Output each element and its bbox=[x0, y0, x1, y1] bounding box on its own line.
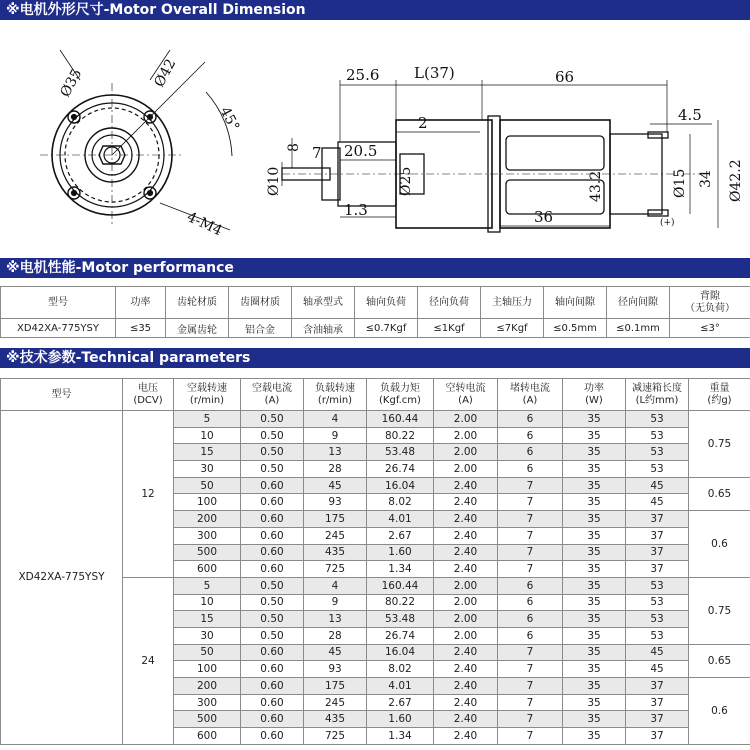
technical-data-cell: 53.48 bbox=[367, 444, 434, 461]
dim-d35-label: Ø35 bbox=[57, 66, 86, 100]
technical-data-cell: 6 bbox=[498, 427, 563, 444]
technical-header-cell: 空转电流 (A) bbox=[434, 379, 498, 411]
technical-header-cell: 负载转速 (r/min) bbox=[304, 379, 367, 411]
technical-data-cell: 175 bbox=[304, 511, 367, 528]
technical-data-cell: 35 bbox=[563, 711, 626, 728]
technical-data-cell: 4.01 bbox=[367, 678, 434, 695]
technical-data-cell: 2.40 bbox=[434, 494, 498, 511]
dim-l37-label: L(37) bbox=[414, 64, 455, 82]
technical-data-cell: 200 bbox=[174, 678, 241, 695]
technical-data-cell: 45 bbox=[626, 477, 689, 494]
technical-data-cell: 26.74 bbox=[367, 461, 434, 478]
technical-header-cell: 型号 bbox=[1, 379, 123, 411]
technical-data-cell: 0.60 bbox=[241, 561, 304, 578]
technical-data-cell: 30 bbox=[174, 461, 241, 478]
technical-data-cell: 37 bbox=[626, 511, 689, 528]
technical-data-cell: 53 bbox=[626, 611, 689, 628]
technical-data-cell: 725 bbox=[304, 728, 367, 745]
technical-data-cell: 2.40 bbox=[434, 544, 498, 561]
performance-data-cell: ≤35 bbox=[116, 319, 166, 338]
technical-data-cell: 2.40 bbox=[434, 694, 498, 711]
technical-data-cell: 600 bbox=[174, 561, 241, 578]
technical-data-cell: 0.60 bbox=[241, 511, 304, 528]
technical-data-cell: 0.50 bbox=[241, 577, 304, 594]
technical-header-cell: 重量 (约g) bbox=[689, 379, 750, 411]
technical-data-cell: 10 bbox=[174, 427, 241, 444]
technical-data-cell: 7 bbox=[498, 661, 563, 678]
technical-data-cell: 7 bbox=[498, 711, 563, 728]
technical-data-cell: 7 bbox=[498, 644, 563, 661]
technical-data-cell: 30 bbox=[174, 627, 241, 644]
weight-cell: 0.65 bbox=[689, 477, 750, 510]
technical-data-cell: 53 bbox=[626, 594, 689, 611]
technical-data-cell: 4 bbox=[304, 577, 367, 594]
technical-data-cell: 1.60 bbox=[367, 544, 434, 561]
technical-data-cell: 37 bbox=[626, 527, 689, 544]
weight-cell: 0.6 bbox=[689, 678, 750, 745]
technical-data-cell: 35 bbox=[563, 627, 626, 644]
technical-data-cell: 1.34 bbox=[367, 561, 434, 578]
technical-data-cell: 5 bbox=[174, 411, 241, 428]
performance-header-cell: 轴向间隙 bbox=[544, 287, 607, 319]
dim-d42-2-label: Ø42.2 bbox=[728, 159, 744, 202]
dim-66-label: 66 bbox=[555, 68, 575, 86]
performance-header-cell: 径向间隙 bbox=[607, 287, 670, 319]
technical-data-cell: 0.50 bbox=[241, 611, 304, 628]
performance-data-row bbox=[1, 319, 750, 338]
technical-data-cell: 2.00 bbox=[434, 411, 498, 428]
technical-data-cell: 37 bbox=[626, 728, 689, 745]
technical-data-cell: 35 bbox=[563, 544, 626, 561]
technical-data-cell: 2.00 bbox=[434, 444, 498, 461]
technical-header-cell: 负载力矩 (Kgf.cm) bbox=[367, 379, 434, 411]
dim-d42-label: Ø42 bbox=[151, 56, 180, 90]
technical-data-cell: 6 bbox=[498, 627, 563, 644]
performance-header-cell: 背隙 （无负荷） bbox=[670, 287, 750, 319]
technical-data-cell: 2.00 bbox=[434, 611, 498, 628]
technical-data-cell: 26.74 bbox=[367, 627, 434, 644]
dim-d10-label: Ø10 bbox=[266, 166, 282, 196]
technical-data-cell: 28 bbox=[304, 627, 367, 644]
technical-data-cell: 53 bbox=[626, 461, 689, 478]
technical-data-cell: 2.40 bbox=[434, 711, 498, 728]
technical-data-cell: 0.60 bbox=[241, 477, 304, 494]
technical-data-cell: 7 bbox=[498, 494, 563, 511]
performance-header-row bbox=[1, 287, 750, 319]
dim-8-label: 8 bbox=[286, 143, 302, 152]
performance-data-cell: ≤0.5mm bbox=[544, 319, 607, 338]
technical-data-cell: 53 bbox=[626, 411, 689, 428]
technical-data-cell: 53 bbox=[626, 444, 689, 461]
technical-data-cell: 245 bbox=[304, 527, 367, 544]
dim-m4-label: 4-M4 bbox=[184, 209, 225, 240]
dim-34-label: 34 bbox=[698, 170, 714, 188]
technical-section-title: ※技术参数-Technical parameters bbox=[0, 348, 750, 368]
technical-data-cell: 0.60 bbox=[241, 711, 304, 728]
technical-data-cell: 35 bbox=[563, 511, 626, 528]
technical-data-cell: 2.40 bbox=[434, 678, 498, 695]
technical-data-cell: 53.48 bbox=[367, 611, 434, 628]
technical-data-cell: 37 bbox=[626, 694, 689, 711]
performance-header-cell: 轴承型式 bbox=[292, 287, 355, 319]
technical-data-cell: 0.60 bbox=[241, 728, 304, 745]
technical-data-cell: 8.02 bbox=[367, 661, 434, 678]
voltage-cell: 12 bbox=[123, 411, 174, 578]
technical-data-cell: 35 bbox=[563, 644, 626, 661]
technical-data-cell: 45 bbox=[304, 644, 367, 661]
technical-data-cell: 0.60 bbox=[241, 661, 304, 678]
technical-data-cell: 300 bbox=[174, 694, 241, 711]
technical-data-cell: 2.40 bbox=[434, 644, 498, 661]
technical-data-cell: 600 bbox=[174, 728, 241, 745]
technical-data-cell: 45 bbox=[626, 494, 689, 511]
technical-data-cell: 35 bbox=[563, 477, 626, 494]
technical-data-cell: 80.22 bbox=[367, 594, 434, 611]
technical-data-cell: 725 bbox=[304, 561, 367, 578]
technical-data-cell: 7 bbox=[498, 477, 563, 494]
technical-data-cell: 0.60 bbox=[241, 678, 304, 695]
technical-data-cell: 435 bbox=[304, 544, 367, 561]
performance-header-cell: 径向负荷 bbox=[418, 287, 481, 319]
dimension-section-title: ※电机外形尺寸-Motor Overall Dimension bbox=[0, 0, 750, 20]
technical-data-cell: 93 bbox=[304, 494, 367, 511]
technical-data-cell: 2.67 bbox=[367, 527, 434, 544]
technical-data-cell: 6 bbox=[498, 461, 563, 478]
dim-25-6-label: 25.6 bbox=[346, 66, 380, 84]
technical-data-cell: 100 bbox=[174, 494, 241, 511]
weight-cell: 0.75 bbox=[689, 411, 750, 478]
terminal-plus-label: (+) bbox=[660, 218, 675, 228]
technical-header-cell: 减速箱长度 (L约mm) bbox=[626, 379, 689, 411]
technical-data-cell: 35 bbox=[563, 527, 626, 544]
technical-data-cell: 53 bbox=[626, 427, 689, 444]
technical-data-row bbox=[1, 411, 750, 428]
technical-data-cell: 35 bbox=[563, 694, 626, 711]
technical-header-row bbox=[1, 379, 750, 411]
technical-data-cell: 5 bbox=[174, 577, 241, 594]
technical-header-cell: 空载电流 (A) bbox=[241, 379, 304, 411]
performance-header-cell: 型号 bbox=[1, 287, 116, 319]
performance-header-cell: 齿轮材质 bbox=[166, 287, 229, 319]
technical-data-cell: 1.34 bbox=[367, 728, 434, 745]
technical-data-cell: 45 bbox=[626, 644, 689, 661]
performance-header-cell: 功率 bbox=[116, 287, 166, 319]
model-cell: XD42XA-775YSY bbox=[1, 411, 123, 745]
technical-data-cell: 35 bbox=[563, 561, 626, 578]
technical-data-cell: 53 bbox=[626, 577, 689, 594]
technical-data-cell: 2.40 bbox=[434, 511, 498, 528]
technical-data-cell: 6 bbox=[498, 611, 563, 628]
technical-data-cell: 500 bbox=[174, 711, 241, 728]
technical-data-cell: 37 bbox=[626, 678, 689, 695]
technical-data-cell: 0.50 bbox=[241, 444, 304, 461]
technical-data-cell: 0.50 bbox=[241, 461, 304, 478]
technical-data-cell: 28 bbox=[304, 461, 367, 478]
technical-data-cell: 2.40 bbox=[434, 728, 498, 745]
technical-data-cell: 0.50 bbox=[241, 594, 304, 611]
technical-data-cell: 500 bbox=[174, 544, 241, 561]
technical-data-cell: 1.60 bbox=[367, 711, 434, 728]
technical-data-cell: 9 bbox=[304, 427, 367, 444]
technical-data-cell: 45 bbox=[626, 661, 689, 678]
technical-data-cell: 13 bbox=[304, 444, 367, 461]
dim-43-2-label: 43.2 bbox=[588, 170, 604, 202]
technical-data-cell: 6 bbox=[498, 594, 563, 611]
technical-data-cell: 35 bbox=[563, 577, 626, 594]
technical-data-cell: 50 bbox=[174, 477, 241, 494]
technical-data-cell: 0.60 bbox=[241, 494, 304, 511]
technical-data-cell: 16.04 bbox=[367, 644, 434, 661]
technical-data-cell: 0.50 bbox=[241, 427, 304, 444]
performance-data-cell: 金属齿轮 bbox=[166, 319, 229, 338]
technical-data-cell: 2.40 bbox=[434, 477, 498, 494]
technical-data-cell: 45 bbox=[304, 477, 367, 494]
technical-data-cell: 7 bbox=[498, 527, 563, 544]
dim-4-5-label: 4.5 bbox=[678, 106, 702, 124]
performance-data-cell: ≤1Kgf bbox=[418, 319, 481, 338]
technical-parameters-table bbox=[0, 378, 750, 745]
weight-cell: 0.75 bbox=[689, 577, 750, 644]
dim-d15-label: Ø15 bbox=[672, 168, 688, 198]
technical-data-cell: 35 bbox=[563, 411, 626, 428]
technical-data-cell: 0.60 bbox=[241, 527, 304, 544]
technical-header-cell: 电压 (DCV) bbox=[123, 379, 174, 411]
performance-data-cell: ≤7Kgf bbox=[481, 319, 544, 338]
technical-data-cell: 53 bbox=[626, 627, 689, 644]
technical-data-cell: 37 bbox=[626, 561, 689, 578]
performance-data-cell: 含油轴承 bbox=[292, 319, 355, 338]
technical-data-cell: 160.44 bbox=[367, 577, 434, 594]
technical-data-cell: 0.60 bbox=[241, 694, 304, 711]
technical-data-cell: 7 bbox=[498, 561, 563, 578]
technical-data-cell: 200 bbox=[174, 511, 241, 528]
motor-dimension-drawing bbox=[0, 20, 750, 256]
performance-data-cell: XD42XA-775YSY bbox=[1, 319, 116, 338]
technical-data-cell: 35 bbox=[563, 461, 626, 478]
performance-data-cell: ≤3° bbox=[670, 319, 750, 338]
technical-data-cell: 0.50 bbox=[241, 411, 304, 428]
technical-data-cell: 16.04 bbox=[367, 477, 434, 494]
technical-data-cell: 2.00 bbox=[434, 427, 498, 444]
technical-header-cell: 堵转电流 (A) bbox=[498, 379, 563, 411]
technical-data-cell: 35 bbox=[563, 594, 626, 611]
performance-data-cell: ≤0.7Kgf bbox=[355, 319, 418, 338]
technical-data-cell: 2.00 bbox=[434, 577, 498, 594]
dim-20-5-label: 20.5 bbox=[344, 142, 378, 160]
technical-data-cell: 2.40 bbox=[434, 661, 498, 678]
technical-data-cell: 13 bbox=[304, 611, 367, 628]
performance-data-cell: 铝合金 bbox=[229, 319, 292, 338]
technical-data-cell: 2.67 bbox=[367, 694, 434, 711]
technical-data-cell: 35 bbox=[563, 728, 626, 745]
technical-data-cell: 35 bbox=[563, 494, 626, 511]
technical-data-cell: 0.60 bbox=[241, 544, 304, 561]
performance-header-cell: 主轴压力 bbox=[481, 287, 544, 319]
technical-data-cell: 2.40 bbox=[434, 561, 498, 578]
technical-data-cell: 37 bbox=[626, 711, 689, 728]
weight-cell: 0.6 bbox=[689, 511, 750, 578]
technical-header-cell: 空载转速 (r/min) bbox=[174, 379, 241, 411]
technical-data-cell: 7 bbox=[498, 678, 563, 695]
technical-data-cell: 2.00 bbox=[434, 627, 498, 644]
technical-data-cell: 7 bbox=[498, 544, 563, 561]
technical-data-cell: 10 bbox=[174, 594, 241, 611]
technical-data-cell: 435 bbox=[304, 711, 367, 728]
technical-data-cell: 35 bbox=[563, 444, 626, 461]
technical-data-cell: 93 bbox=[304, 661, 367, 678]
technical-data-cell: 0.60 bbox=[241, 644, 304, 661]
technical-data-cell: 7 bbox=[498, 694, 563, 711]
technical-data-cell: 0.50 bbox=[241, 627, 304, 644]
technical-data-cell: 100 bbox=[174, 661, 241, 678]
performance-table bbox=[0, 286, 750, 338]
technical-data-cell: 4 bbox=[304, 411, 367, 428]
performance-header-cell: 齿圈材质 bbox=[229, 287, 292, 319]
dim-36-label: 36 bbox=[534, 208, 554, 226]
technical-data-cell: 15 bbox=[174, 611, 241, 628]
technical-data-cell: 8.02 bbox=[367, 494, 434, 511]
dim-angle-label: 45° bbox=[216, 104, 243, 134]
technical-data-cell: 6 bbox=[498, 411, 563, 428]
technical-header-cell: 功率 (W) bbox=[563, 379, 626, 411]
technical-data-cell: 4.01 bbox=[367, 511, 434, 528]
technical-data-cell: 37 bbox=[626, 544, 689, 561]
technical-data-cell: 2.00 bbox=[434, 461, 498, 478]
technical-data-cell: 9 bbox=[304, 594, 367, 611]
voltage-cell: 24 bbox=[123, 577, 174, 744]
technical-data-cell: 35 bbox=[563, 427, 626, 444]
technical-data-cell: 2.00 bbox=[434, 594, 498, 611]
technical-data-cell: 35 bbox=[563, 661, 626, 678]
technical-data-cell: 245 bbox=[304, 694, 367, 711]
technical-data-cell: 160.44 bbox=[367, 411, 434, 428]
dim-d25-label: Ø25 bbox=[398, 166, 414, 196]
technical-data-cell: 175 bbox=[304, 678, 367, 695]
technical-data-cell: 2.40 bbox=[434, 527, 498, 544]
technical-data-cell: 35 bbox=[563, 678, 626, 695]
technical-data-cell: 15 bbox=[174, 444, 241, 461]
performance-header-cell: 轴向负荷 bbox=[355, 287, 418, 319]
dim-1-3-label: 1.3 bbox=[344, 201, 368, 219]
technical-data-cell: 35 bbox=[563, 611, 626, 628]
technical-data-cell: 7 bbox=[498, 728, 563, 745]
performance-section-title: ※电机性能-Motor performance bbox=[0, 258, 750, 278]
performance-data-cell: ≤0.1mm bbox=[607, 319, 670, 338]
dim-7-label: 7 bbox=[312, 144, 322, 162]
technical-data-cell: 300 bbox=[174, 527, 241, 544]
technical-data-cell: 50 bbox=[174, 644, 241, 661]
technical-data-cell: 6 bbox=[498, 577, 563, 594]
weight-cell: 0.65 bbox=[689, 644, 750, 677]
dim-2-label: 2 bbox=[418, 114, 428, 132]
technical-data-cell: 7 bbox=[498, 511, 563, 528]
technical-data-cell: 80.22 bbox=[367, 427, 434, 444]
technical-data-cell: 6 bbox=[498, 444, 563, 461]
